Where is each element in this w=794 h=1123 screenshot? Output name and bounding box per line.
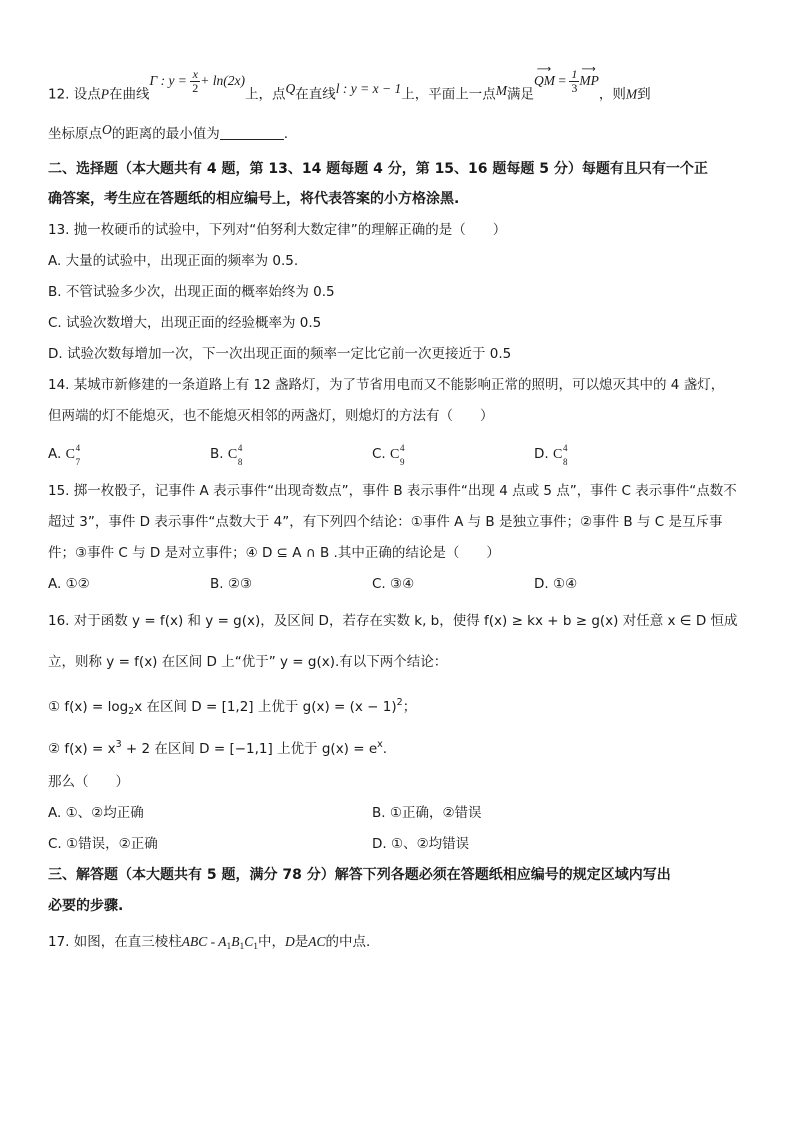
- q16-conclusion-1: [48, 693, 746, 722]
- q12-text: ，则: [598, 86, 626, 103]
- comb-sub: 8: [237, 457, 243, 467]
- exponent: 3: [115, 739, 122, 750]
- combination: [552, 443, 568, 467]
- comb-sup: 4: [400, 443, 405, 453]
- q12-text: .: [283, 126, 289, 142]
- curve-rhs: + ln(2x): [200, 72, 246, 88]
- vector-mp: [579, 63, 599, 91]
- comb-sub: 8: [562, 457, 568, 467]
- q16-option-d[interactable]: D. ①、②均错误: [372, 836, 470, 852]
- comb-sub: 9: [400, 457, 405, 467]
- comb-base: C: [65, 447, 75, 462]
- conclusion-text: x 在区间 D = [1,2] 上优于 g(x) = (x − 1): [134, 699, 397, 715]
- q15-stem-line2: 超过 3”，事件 D 表示事件“点数大于 4”，有下列四个结论：①事件 A 与 B 是独立事件；②事件 B 与 C 是互斥事: [48, 514, 723, 530]
- comb-sub: 7: [75, 457, 81, 467]
- point-d: D: [285, 934, 295, 949]
- combination: [390, 443, 405, 467]
- q17-text: 是: [294, 934, 309, 950]
- q17-text: 中，: [258, 934, 286, 950]
- frac-num: x: [190, 68, 200, 82]
- q13-option-a[interactable]: A. 大量的试验中，出现正面的频率为 0.5.: [48, 253, 299, 269]
- comb-base: C: [390, 447, 400, 462]
- combination: [65, 443, 81, 467]
- q16-option-c[interactable]: C. ①错误，②正确: [48, 836, 158, 852]
- q16-stem-line1: 16. 对于函数 y = f(x) 和 y = g(x)，及区间 D，若存在实数 k, b，使得 f(x) ≥ kx + b ≥ g(x) 对任意 x ∈ D 恒成: [48, 613, 738, 629]
- q12-text: 在曲线: [109, 86, 150, 103]
- subscript: 1: [239, 942, 245, 952]
- q16-stem-line2: 立，则称 y = f(x) 在区间 D 上“优于” y = g(x).有以下两个结论：: [48, 654, 448, 670]
- curve-formula: [149, 67, 246, 95]
- answer-blank[interactable]: [220, 125, 284, 140]
- log-base: 2: [128, 706, 135, 717]
- q16-then: 那么（ ）: [48, 774, 129, 790]
- frac-den: 2: [192, 81, 199, 95]
- subscript: 1: [253, 942, 259, 952]
- point-o: O: [102, 122, 112, 137]
- frac-den: 3: [571, 81, 578, 95]
- curve-fraction: [190, 68, 200, 95]
- vector-equation: [533, 63, 599, 95]
- q12-text: 满足: [506, 86, 534, 103]
- q12-line2: [48, 124, 746, 144]
- q13-stem: 13. 抛一枚硬币的试验中，下列对“伯努利大数定律”的理解正确的是（ ）: [48, 222, 507, 238]
- vector-arrow-icon: ⟶: [581, 63, 597, 75]
- q16-option-b[interactable]: B. ①正确，②错误: [372, 805, 482, 821]
- section3-heading-line1: 三、解答题（本大题共有 5 题，满分 78 分）解答下列各题必须在答题纸相应编号的规定区域内写出: [48, 867, 671, 883]
- q14-option-b[interactable]: [210, 443, 243, 467]
- segment-ac: AC: [308, 934, 326, 949]
- combination: [227, 443, 243, 467]
- section2-heading-line1: 二、选择题（本大题共有 4 题，第 13、14 题每题 4 分，第 15、16 题每题 5 分）每题有且只有一个正: [48, 161, 708, 177]
- conclusion-text: + 2 在区间 D = [−1,1] 上优于 g(x) = e: [121, 741, 378, 757]
- line-equation: l : y = x − 1: [335, 80, 402, 96]
- q12-text: 坐标原点: [48, 126, 102, 142]
- subscript: 1: [226, 942, 232, 952]
- q15-option-b[interactable]: B. ②③: [210, 576, 253, 592]
- comb-base: C: [552, 447, 563, 462]
- q12-text: 到: [637, 86, 651, 103]
- exponent: x: [377, 739, 383, 750]
- comb-sup: 4: [75, 443, 81, 453]
- exponent: 2: [396, 697, 403, 708]
- comb-base: C: [227, 447, 238, 462]
- q13-option-d[interactable]: D. 试验次数每增加一次，下一次出现正面的频率一定比它前一次更接近于 0.5: [48, 346, 512, 362]
- vector-qm-label: QM: [533, 72, 555, 88]
- q14-stem-line1: 14. 某城市新修建的一条道路上有 12 盏路灯，为了节省用电而又不能影响正常的照明，可以熄灭其中的 4 盏灯，: [48, 377, 725, 393]
- q12-line1: [48, 63, 746, 109]
- q14-option-a[interactable]: [48, 443, 81, 467]
- point-q: Q: [285, 80, 296, 96]
- vector-arrow-icon: ⟶: [536, 63, 553, 75]
- option-label: C.: [372, 446, 386, 462]
- option-label: A.: [48, 446, 62, 462]
- conclusion-text: ② f(x) = x: [48, 741, 116, 757]
- vector-fraction: [569, 68, 579, 95]
- q12-text: 12. 设点: [48, 86, 101, 103]
- comb-sup: 4: [562, 443, 568, 453]
- comb-sup: 4: [237, 443, 243, 453]
- section3-heading-line2: 必要的步骤.: [48, 898, 124, 914]
- point-p: P: [100, 86, 110, 102]
- prism-part: B: [231, 934, 240, 949]
- point-m: M: [625, 86, 638, 102]
- point-m: M: [495, 82, 507, 98]
- option-label: B.: [210, 446, 224, 462]
- section2-heading-line2: 确答案，考生应在答题纸的相应编号上，将代表答案的小方格涂黑.: [48, 191, 460, 207]
- frac-num: 1: [571, 67, 578, 81]
- vector-qm: [533, 63, 555, 91]
- q12-text: 上，平面上一点: [401, 86, 496, 103]
- q16-conclusion-2: [48, 735, 746, 759]
- q14-option-d[interactable]: [534, 443, 568, 467]
- q12-text: 上，点: [245, 86, 286, 103]
- vector-eq: =: [554, 72, 570, 88]
- prism-name: [181, 934, 259, 952]
- q12-text: 在直线: [295, 86, 336, 103]
- prism-part: C: [244, 934, 254, 949]
- q15-stem-line3: 件；③事件 C 与 D 是对立事件；④ D ⊆ A ∩ B .其中正确的结论是（ ）: [48, 545, 500, 561]
- q17-text: 的中点.: [325, 934, 371, 950]
- q14-option-c[interactable]: [372, 443, 405, 467]
- q15-option-d[interactable]: D. ①④: [534, 576, 578, 592]
- q15-stem-line1: 15. 掷一枚骰子，记事件 A 表示事件“出现奇数点”，事件 B 表示事件“出现 4 点或 5 点”，事件 C 表示事件“点数不: [48, 483, 737, 499]
- conclusion-text: ；: [402, 699, 417, 715]
- q17-stem: [48, 932, 746, 957]
- q17-text: 17. 如图，在直三棱柱: [48, 934, 182, 950]
- prism-part: ABC - A: [181, 934, 227, 949]
- curve-lhs: Γ : y =: [149, 72, 191, 88]
- q13-option-c[interactable]: C. 试验次数增大，出现正面的经验概率为 0.5: [48, 315, 322, 331]
- vector-mp-label: MP: [579, 72, 599, 88]
- option-label: D.: [534, 446, 549, 462]
- conclusion-text: .: [382, 741, 388, 757]
- q13-option-b[interactable]: B. 不管试验多少次，出现正面的概率始终为 0.5: [48, 284, 335, 300]
- conclusion-text: ① f(x) = log: [48, 699, 129, 715]
- q15-option-c[interactable]: C. ③④: [372, 576, 415, 592]
- q16-option-a[interactable]: A. ①、②均正确: [48, 805, 144, 821]
- q15-option-a[interactable]: A. ①②: [48, 576, 90, 592]
- q14-stem-line2: 但两端的灯不能熄灭，也不能熄灭相邻的两盏灯，则熄灯的方法有（ ）: [48, 408, 494, 424]
- q12-text: 的距离的最小值为: [111, 126, 220, 142]
